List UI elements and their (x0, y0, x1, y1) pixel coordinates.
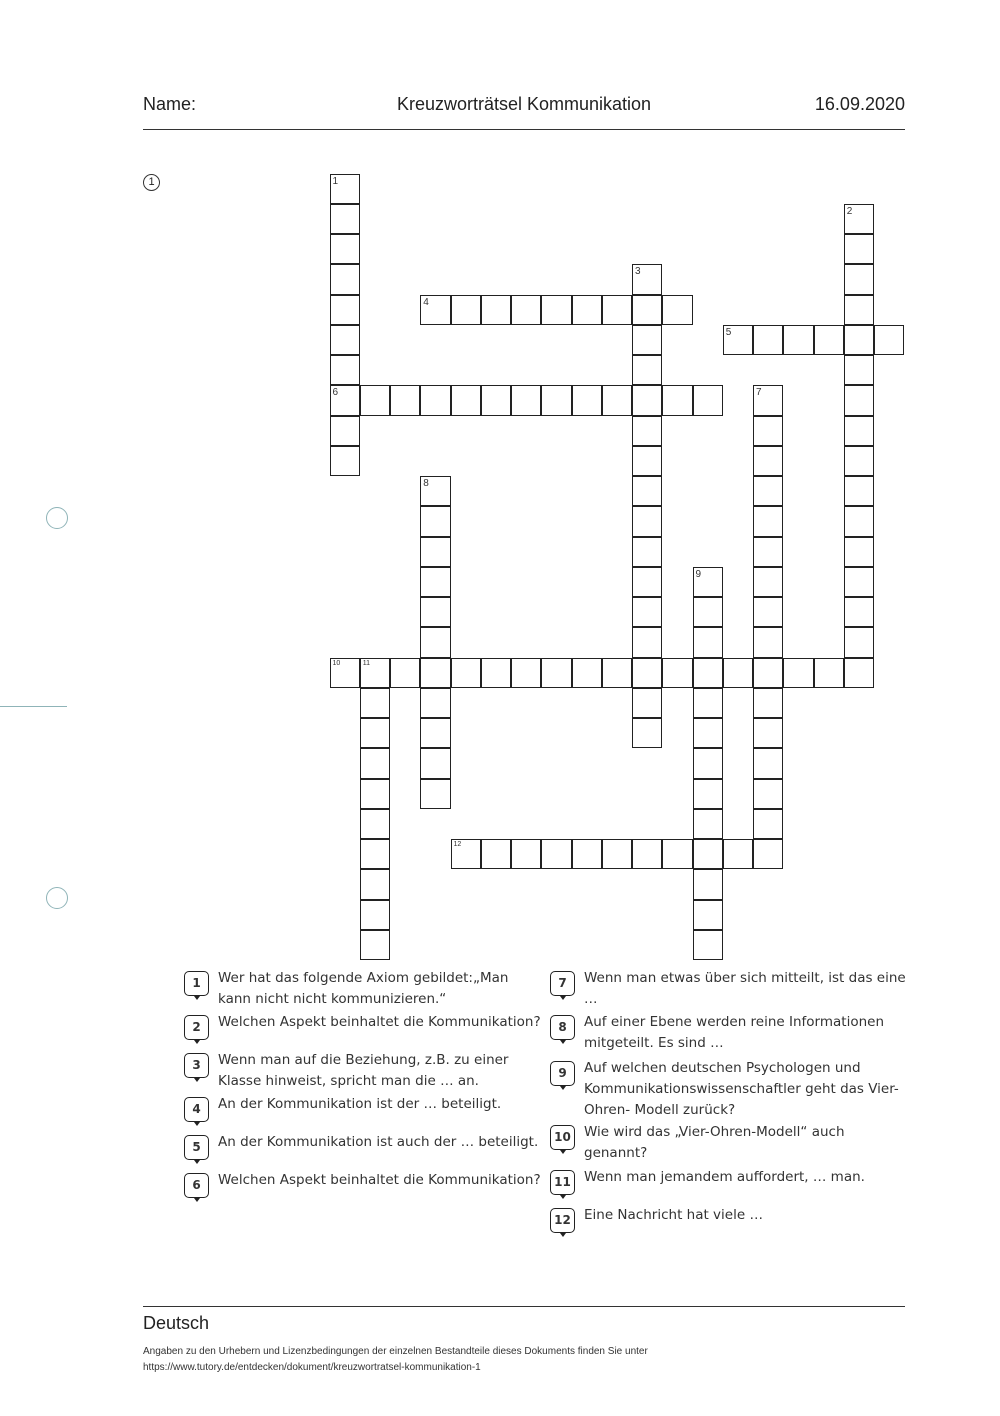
crossword-cell[interactable] (602, 839, 632, 869)
crossword-cell[interactable] (511, 385, 541, 415)
crossword-cell[interactable] (693, 809, 723, 839)
crossword-cell[interactable] (511, 839, 541, 869)
crossword-cell[interactable] (693, 385, 723, 415)
crossword-cell[interactable] (541, 658, 571, 688)
crossword-cell[interactable] (844, 325, 874, 355)
crossword-cell[interactable] (814, 658, 844, 688)
cell-number: 6 (332, 387, 339, 399)
clue-number-badge: 4 (184, 1097, 209, 1122)
crossword-cell[interactable] (693, 779, 723, 809)
crossword-cell[interactable] (844, 597, 874, 627)
crossword-cell[interactable] (360, 779, 390, 809)
crossword-cell[interactable] (723, 839, 753, 869)
cell-number: 7 (756, 387, 762, 399)
page-title: Kreuzworträtsel Kommunikation (396, 94, 652, 114)
crossword-cell[interactable] (632, 688, 662, 718)
clue-text: Wie wird das „Vier-Ohren-Modell“ auch genannt? (584, 1124, 845, 1161)
crossword-cell[interactable] (693, 930, 723, 960)
crossword-cell[interactable] (360, 688, 390, 718)
cell-number: 12 (453, 841, 462, 848)
clue-number-badge: 5 (184, 1135, 209, 1160)
crossword-cell[interactable] (844, 537, 874, 567)
crossword-cell[interactable] (753, 748, 783, 778)
crossword-cell[interactable] (662, 385, 692, 415)
cell-number: 11 (362, 659, 371, 667)
crossword-cell[interactable] (723, 658, 753, 688)
crossword-cell[interactable] (693, 839, 723, 869)
clue-number-badge: 2 (184, 1015, 209, 1040)
crossword-cell[interactable] (783, 658, 813, 688)
crossword-cell[interactable] (632, 839, 662, 869)
crossword-cell[interactable] (753, 809, 783, 839)
crossword-cell[interactable] (330, 264, 360, 294)
crossword-cell[interactable] (753, 416, 783, 446)
crossword-cell[interactable] (390, 385, 420, 415)
crossword-cell[interactable] (420, 597, 450, 627)
crossword-cell[interactable] (632, 264, 662, 294)
crossword-cell[interactable] (602, 295, 632, 325)
crossword-cell[interactable] (420, 295, 450, 325)
crossword-cell[interactable] (844, 446, 874, 476)
crossword-cell[interactable] (693, 658, 723, 688)
crossword-cell[interactable] (844, 658, 874, 688)
crossword-cell[interactable] (572, 839, 602, 869)
crossword-cell[interactable] (874, 325, 904, 355)
crossword-cell[interactable] (783, 325, 813, 355)
crossword-cell[interactable] (330, 295, 360, 325)
crossword-cell[interactable] (360, 385, 390, 415)
cell-number: 5 (725, 326, 732, 338)
crossword-cell[interactable] (844, 264, 874, 294)
clue-number-badge: 9 (550, 1061, 575, 1086)
crossword-cell[interactable] (360, 869, 390, 899)
crossword-cell[interactable] (693, 748, 723, 778)
crossword-cell[interactable] (632, 325, 662, 355)
clue-number-badge: 6 (184, 1173, 209, 1198)
crossword-cell[interactable] (632, 597, 662, 627)
crossword-cell[interactable] (632, 506, 662, 536)
crossword-cell[interactable] (844, 204, 874, 234)
crossword-cell[interactable] (420, 748, 450, 778)
crossword-cell[interactable] (330, 416, 360, 446)
crossword-cell[interactable] (632, 295, 662, 325)
crossword-cell[interactable] (753, 385, 783, 415)
crossword-cell[interactable] (360, 930, 390, 960)
footer-divider (143, 1306, 905, 1307)
crossword-cell[interactable] (753, 779, 783, 809)
clue-number-badge: 7 (550, 971, 575, 996)
crossword-cell[interactable] (602, 658, 632, 688)
crossword-cell[interactable] (693, 718, 723, 748)
crossword-cell[interactable] (632, 718, 662, 748)
crossword-cell[interactable] (753, 567, 783, 597)
clue-text: An der Kommunikation ist der … beteiligt. (218, 1096, 502, 1112)
crossword-cell[interactable] (753, 597, 783, 627)
crossword-cell[interactable] (481, 385, 511, 415)
crossword-cell[interactable] (420, 567, 450, 597)
crossword-cell[interactable] (693, 597, 723, 627)
crossword-cell[interactable] (541, 295, 571, 325)
crossword-cell[interactable] (844, 567, 874, 597)
crossword-cell[interactable] (632, 627, 662, 657)
crossword-cell[interactable] (451, 385, 481, 415)
cell-number: 2 (846, 205, 853, 217)
punch-hole-top (46, 507, 68, 529)
punch-hole-bottom (46, 887, 68, 909)
crossword-cell[interactable] (753, 537, 783, 567)
crossword-cell[interactable] (572, 295, 602, 325)
crossword-cell[interactable] (572, 385, 602, 415)
crossword-cell[interactable] (844, 476, 874, 506)
crossword-cell[interactable] (844, 506, 874, 536)
crossword-cell[interactable] (662, 839, 692, 869)
crossword-cell[interactable] (632, 537, 662, 567)
crossword-cell[interactable] (420, 779, 450, 809)
crossword-cell[interactable] (632, 567, 662, 597)
crossword-cell[interactable] (330, 174, 360, 204)
crossword-cell[interactable] (693, 567, 723, 597)
crossword-cell[interactable] (360, 658, 390, 688)
crossword-cell[interactable] (844, 627, 874, 657)
clue-number-badge: 1 (184, 971, 209, 996)
crossword-cell[interactable] (330, 385, 360, 415)
crossword-cell[interactable] (481, 839, 511, 869)
clue-text: Wenn man etwas über sich mitteilt, ist das eine … (584, 970, 906, 1007)
clue-text: Wenn man auf die Beziehung, z.B. zu einer Klasse hinweist, spricht man die … an. (218, 1052, 509, 1089)
crossword-cell[interactable] (330, 325, 360, 355)
crossword-cell[interactable] (844, 355, 874, 385)
header-divider (143, 129, 905, 130)
crossword-cell[interactable] (420, 658, 450, 688)
crossword-cell[interactable] (814, 325, 844, 355)
crossword-cell[interactable] (844, 385, 874, 415)
crossword-cell[interactable] (753, 325, 783, 355)
crossword-cell[interactable] (632, 658, 662, 688)
crossword-cell[interactable] (451, 658, 481, 688)
crossword-cell[interactable] (844, 295, 874, 325)
crossword-cell[interactable] (511, 295, 541, 325)
clue-text: Auf einer Ebene werden reine Informationen mitgeteilt. Es sind … (584, 1014, 885, 1051)
crossword-cell[interactable] (330, 355, 360, 385)
cell-number: 8 (423, 478, 429, 489)
license-note-url: https://www.tutory.de/entdecken/dokument/kreuzwortratsel-kommunikation-1 (143, 1362, 481, 1373)
crossword-cell[interactable] (753, 839, 783, 869)
clue-number-badge: 3 (184, 1053, 209, 1078)
clue-number-badge: 8 (550, 1015, 575, 1040)
fold-mark (0, 706, 67, 707)
crossword-cell[interactable] (632, 416, 662, 446)
clue-number-badge: 12 (550, 1208, 575, 1233)
clue-text: Auf welchen deutschen Psychologen und Kommunikationswissenschaftler geht das Vier-Ohren- Modell zurück? (584, 1060, 899, 1118)
crossword-cell[interactable] (662, 658, 692, 688)
crossword-cell[interactable] (753, 446, 783, 476)
crossword-cell[interactable] (451, 295, 481, 325)
crossword-cell[interactable] (844, 416, 874, 446)
crossword-cell[interactable] (511, 658, 541, 688)
crossword-cell[interactable] (693, 627, 723, 657)
date-label: 16.09.2020 (814, 94, 905, 114)
crossword-cell[interactable] (753, 658, 783, 688)
crossword-cell[interactable] (360, 718, 390, 748)
crossword-cell[interactable] (481, 295, 511, 325)
crossword-cell[interactable] (632, 446, 662, 476)
task-number-badge: 1 (143, 174, 160, 191)
clue-text: Wenn man jemandem auffordert, … man. (584, 1169, 865, 1185)
crossword-cell[interactable] (330, 446, 360, 476)
cell-number: 1 (332, 175, 339, 187)
crossword-cell[interactable] (693, 688, 723, 718)
clue-text: Wer hat das folgende Axiom gebildet:„Man kann nicht nicht kommunizieren.“ (218, 970, 509, 1007)
cell-number: 3 (635, 266, 641, 278)
crossword-cell[interactable] (753, 688, 783, 718)
crossword-cell[interactable] (753, 718, 783, 748)
name-label: Name: (143, 94, 197, 114)
crossword-cell[interactable] (451, 839, 481, 869)
crossword-cell[interactable] (753, 476, 783, 506)
crossword-cell[interactable] (753, 627, 783, 657)
crossword-cell[interactable] (360, 809, 390, 839)
license-note-line1: Angaben zu den Urhebern und Lizenzbedingungen der einzelnen Bestandteile dieses Dokuments finden Sie unter (143, 1346, 648, 1357)
cell-number: 4 (423, 296, 429, 308)
clue-number-badge: 11 (550, 1170, 575, 1195)
crossword-cell[interactable] (420, 627, 450, 657)
crossword-cell[interactable] (330, 234, 360, 264)
crossword-cell[interactable] (541, 385, 571, 415)
clue-text: An der Kommunikation ist auch der … beteiligt. (218, 1134, 539, 1150)
crossword-cell[interactable] (360, 748, 390, 778)
license-note (143, 1344, 648, 1376)
crossword-cell[interactable] (632, 476, 662, 506)
crossword-cell[interactable] (420, 537, 450, 567)
cell-number: 9 (695, 568, 702, 580)
crossword-cell[interactable] (632, 355, 662, 385)
clue-text: Welchen Aspekt beinhaltet die Kommunikation? (218, 1172, 541, 1188)
crossword-cell[interactable] (572, 658, 602, 688)
crossword-cell[interactable] (420, 476, 450, 506)
crossword-cell[interactable] (723, 325, 753, 355)
crossword-cell[interactable] (693, 900, 723, 930)
crossword-cell[interactable] (390, 658, 420, 688)
cell-number: 10 (332, 659, 341, 667)
crossword-cell[interactable] (330, 204, 360, 234)
crossword-cell[interactable] (360, 900, 390, 930)
crossword-cell[interactable] (360, 839, 390, 869)
crossword-cell[interactable] (541, 839, 571, 869)
crossword-cell[interactable] (420, 718, 450, 748)
clue-text: Welchen Aspekt beinhaltet die Kommunikation? (218, 1014, 541, 1030)
crossword-cell[interactable] (420, 506, 450, 536)
crossword-cell[interactable] (602, 385, 632, 415)
crossword-cell[interactable] (420, 385, 450, 415)
crossword-cell[interactable] (753, 506, 783, 536)
crossword-cell[interactable] (844, 234, 874, 264)
crossword-cell[interactable] (420, 688, 450, 718)
crossword-cell[interactable] (330, 658, 360, 688)
crossword-cell[interactable] (632, 385, 662, 415)
crossword-cell[interactable] (481, 658, 511, 688)
crossword-cell[interactable] (662, 295, 692, 325)
page-header (143, 94, 905, 120)
crossword-cell[interactable] (693, 869, 723, 899)
clue-number-badge: 10 (550, 1125, 575, 1150)
subject-label: Deutsch (143, 1313, 210, 1333)
clue-text: Eine Nachricht hat viele … (584, 1207, 763, 1223)
